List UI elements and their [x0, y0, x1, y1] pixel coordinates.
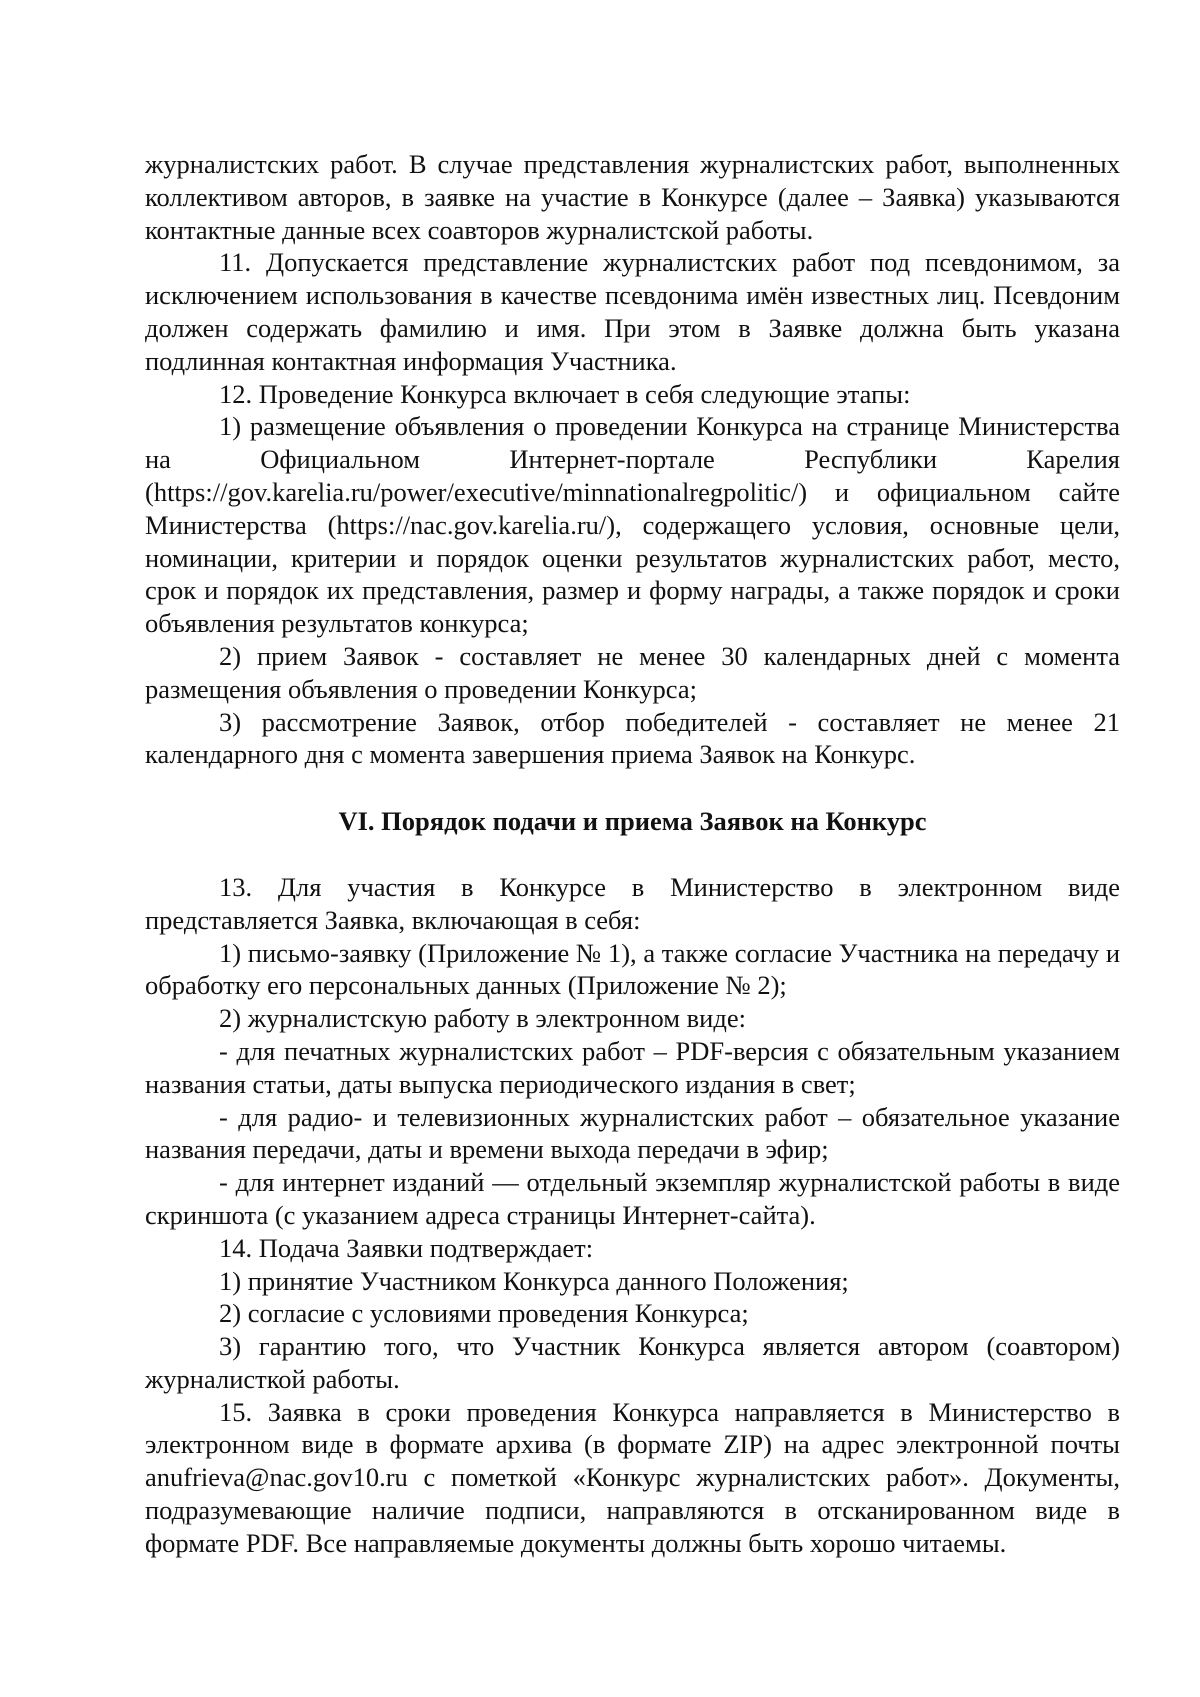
paragraph-13-item-1: 1) письмо-заявку (Приложение № 1), а также согласие Участника на передачу и обработку его персональных данных (Приложение № 2);: [145, 937, 1120, 1001]
paragraph-12-item-3: 3) рассмотрение Заявок, отбор победителей - составляет не менее 21 календарного дня с момента завершения приема Заявок на Конкурс.: [145, 706, 1120, 770]
paragraph-13: 13. Для участия в Конкурсе в Министерство в электронном виде представляется Заявка, включающая в себя:: [145, 871, 1120, 935]
section-heading: VI. Порядок подачи и приема Заявок на Конкурс: [338, 806, 927, 837]
paragraph-13-item-2: 2) журналистскую работу в электронном виде:: [219, 1003, 746, 1034]
paragraph-13-item-2-print: - для печатных журналистских работ – PDF-версия с обязательным указанием названия статьи, даты выпуска периодического издания в свет;: [145, 1035, 1120, 1099]
paragraph-13-item-2-internet: - для интернет изданий — отдельный экземпляр журналистской работы в виде скриншота (с указанием адреса страницы Интернет-сайта).: [145, 1167, 1120, 1230]
paragraph-14-item-3: 3) гарантию того, что Участник Конкурса является автором (соавтором) журналисткой работы.: [145, 1331, 1120, 1394]
paragraph-15: 15. Заявка в сроки проведения Конкурса направляется в Министерство в электронном виде в формате архива (в формате ZIP) на адрес электронной почты anufrieva@nac.gov10.ru с пометкой «Конкурс журналистских работ». Документы, подразумевающие наличие подписи, направляются в отсканированном виде в формате PDF. Все направляемые документы должны быть хорошо читаемы.: [145, 1396, 1120, 1558]
paragraph-11: 11. Допускается представление журналистских работ под псевдонимом, за исключением использования в качестве псевдонима имён известных лиц. Псевдоним должен содержать фамилию и имя. При этом в Заявке должна быть указана подлинная контактная информация Участника.: [145, 247, 1120, 376]
paragraph-12-item-2: 2) прием Заявок - составляет не менее 30 календарных дней с момента размещения объявления о проведении Конкурса;: [145, 640, 1120, 704]
paragraph-14-item-1: 1) принятие Участником Конкурса данного Положения;: [219, 1265, 849, 1296]
paragraph-12: 12. Проведение Конкурса включает в себя следующие этапы:: [219, 378, 911, 409]
paragraph-14: 14. Подача Заявки подтверждает:: [219, 1232, 594, 1263]
document-body: [145, 148, 1120, 1560]
paragraph-continuation: журналистских работ. В случае представления журналистских работ, выполненных коллективом авторов, в заявке на участие в Конкурсе (далее – Заявка) указываются контактные данные всех соавторов журналистской работы.: [145, 149, 1120, 245]
paragraph-13-item-2-radio-tv: - для радио- и телевизионных журналистских работ – обязательное указание названия передачи, даты и времени выхода передачи в эфир;: [145, 1101, 1120, 1165]
paragraph-12-item-1: 1) размещение объявления о проведении Конкурса на странице Министерства на Официальном Интернет-портале Республики Карелия (https://gov.karelia.ru/power/executive/minnationalregpolitic/) и официальном сайте Министерства (https://nac.gov.karelia.ru/), содержащего условия, основные цели, номинации, критерии и порядок оценки результатов журналистских работ, место, срок и порядок их представления, размер и форму награды, а также порядок и сроки объявления результатов конкурса;: [145, 411, 1120, 639]
paragraph-14-item-2: 2) согласие с условиями проведения Конкурса;: [219, 1298, 749, 1329]
